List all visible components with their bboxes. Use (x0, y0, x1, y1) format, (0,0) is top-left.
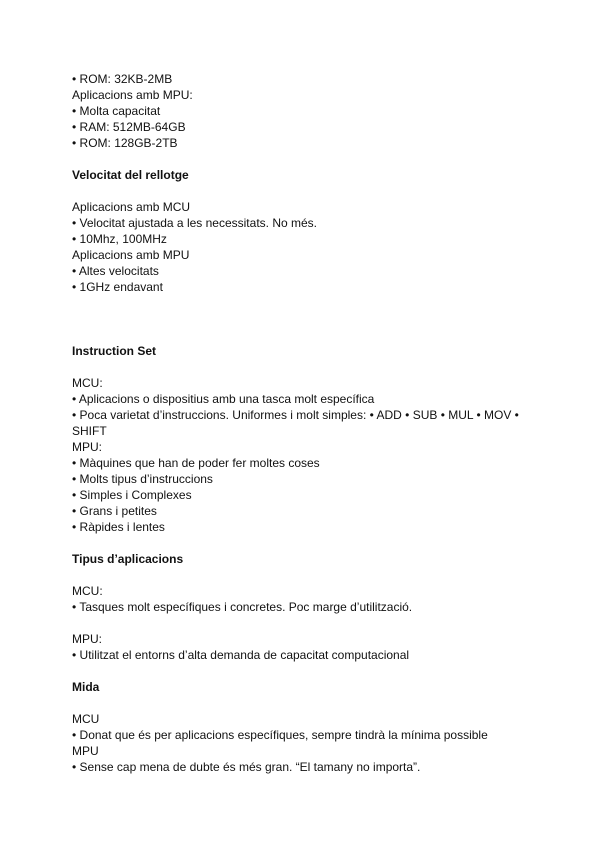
text-line: • Poca varietat d’instruccions. Uniformes i molt simples: • ADD • SUB • MUL • MOV • (72, 408, 519, 422)
applications-section (72, 551, 532, 663)
section-heading: Tipus d’aplicacions (72, 552, 184, 566)
section-heading: Instruction Set (72, 344, 157, 358)
text-line: • Grans i petites (72, 504, 157, 518)
text-line: • Aplicacions o dispositius amb una tasca molt específica (72, 392, 375, 406)
spacer (72, 535, 532, 551)
text-line: • Màquines que han de poder fer moltes coses (72, 456, 320, 470)
spacer (72, 615, 532, 631)
text-line: Aplicacions amb MPU: (72, 88, 193, 102)
text-line: • 1GHz endavant (72, 280, 163, 294)
size-section (72, 679, 532, 775)
clock-section (72, 167, 532, 295)
text-line: SHIFT (72, 424, 107, 438)
spacer (72, 359, 532, 375)
text-line: MPU: (72, 632, 102, 646)
text-line: MCU: (72, 376, 103, 390)
text-line: • Sense cap mena de dubte és més gran. “El tamany no importa”. (72, 760, 421, 774)
spacer (72, 567, 532, 583)
text-line: • 10Mhz, 100MHz (72, 232, 167, 246)
text-line: • Tasques molt específiques i concretes. Poc marge d’utilització. (72, 600, 413, 614)
spacer (72, 295, 532, 343)
text-line: • Altes velocitats (72, 264, 159, 278)
text-line: Aplicacions amb MPU (72, 248, 190, 262)
text-line: • Molta capacitat (72, 104, 161, 118)
text-line: • Utilitzat el entorns d’alta demanda de capacitat computacional (72, 648, 410, 662)
section-heading: Mida (72, 680, 100, 694)
spacer (72, 183, 532, 199)
text-line: • Ràpides i lentes (72, 520, 165, 534)
text-line: • ROM: 128GB-2TB (72, 136, 178, 150)
spacer (72, 695, 532, 711)
section-heading: Velocitat del rellotge (72, 168, 189, 182)
memory-section (72, 71, 532, 151)
text-line: • RAM: 512MB-64GB (72, 120, 186, 134)
text-line: • Simples i Complexes (72, 488, 192, 502)
text-line: MCU: (72, 584, 103, 598)
document-page (72, 71, 532, 775)
text-line: MCU (72, 712, 100, 726)
text-line: MPU (72, 744, 99, 758)
text-line: Aplicacions amb MCU (72, 200, 191, 214)
text-line: • Donat que és per aplicacions específiques, sempre tindrà la mínima possible (72, 728, 488, 742)
text-line: • ROM: 32KB-2MB (72, 72, 173, 86)
text-line: • Velocitat ajustada a les necessitats. No més. (72, 216, 317, 230)
text-line: • Molts tipus d’instruccions (72, 472, 213, 486)
spacer (72, 151, 532, 167)
instruction-set-section (72, 343, 532, 535)
spacer (72, 663, 532, 679)
text-line: MPU: (72, 440, 102, 454)
